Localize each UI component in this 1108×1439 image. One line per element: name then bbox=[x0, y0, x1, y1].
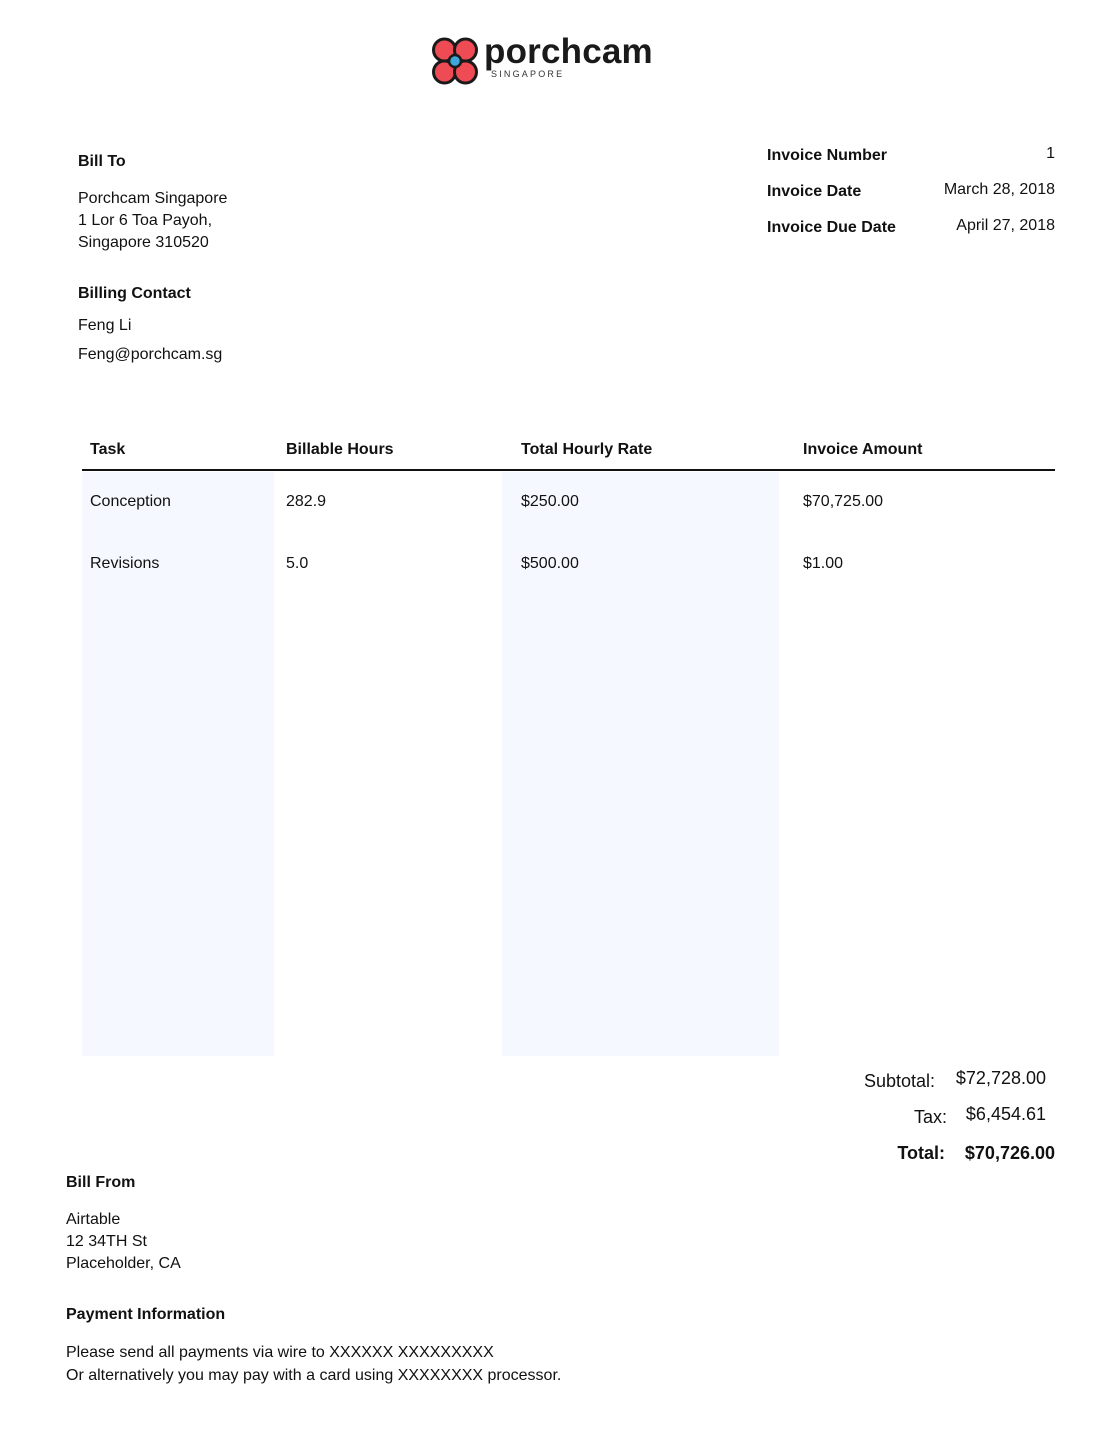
brand-name: porchcam bbox=[484, 32, 653, 71]
header-invoice-amount: Invoice Amount bbox=[803, 441, 923, 458]
payment-line: Please send all payments via wire to XXXXXX XXXXXXXXX bbox=[66, 1344, 494, 1361]
bill-from-line: Placeholder, CA bbox=[66, 1255, 181, 1272]
billing-contact-name: Feng Li bbox=[78, 317, 132, 334]
billing-contact-heading: Billing Contact bbox=[78, 285, 191, 302]
header-task: Task bbox=[90, 441, 126, 458]
flower-icon bbox=[431, 36, 479, 86]
bill-to-line: Porchcam Singapore bbox=[78, 190, 228, 207]
bill-to-heading: Bill To bbox=[78, 153, 126, 170]
invoice-number-value: 1 bbox=[1046, 145, 1055, 162]
brand-subtitle: SINGAPORE bbox=[491, 69, 565, 79]
bill-to-line: 1 Lor 6 Toa Payoh, bbox=[78, 212, 213, 229]
invoice-date-value: March 28, 2018 bbox=[943, 181, 1055, 198]
header-billable-hours: Billable Hours bbox=[286, 441, 394, 458]
subtotal-label: Subtotal: bbox=[863, 1071, 935, 1091]
bill-from-heading: Bill From bbox=[66, 1174, 136, 1191]
invoice-due-date-value: April 27, 2018 bbox=[956, 217, 1055, 234]
cell-rate: $250.00 bbox=[521, 493, 579, 510]
bill-to-line: Singapore 310520 bbox=[78, 234, 209, 251]
total-value: $70,726.00 bbox=[964, 1143, 1055, 1163]
invoice-due-date-row bbox=[767, 219, 1055, 243]
total-label: Total: bbox=[897, 1143, 945, 1163]
header-hourly-rate: Total Hourly Rate bbox=[521, 441, 653, 458]
subtotal-value: $72,728.00 bbox=[955, 1068, 1046, 1088]
header-divider bbox=[82, 469, 1055, 471]
tax-label: Tax: bbox=[913, 1107, 947, 1127]
payment-info-heading: Payment Information bbox=[66, 1306, 226, 1323]
cell-hours: 282.9 bbox=[286, 493, 327, 510]
invoice-due-date-label: Invoice Due Date bbox=[767, 219, 896, 236]
cell-task: Conception bbox=[90, 493, 171, 510]
invoice-date-row bbox=[767, 183, 1055, 207]
payment-info-text bbox=[66, 1341, 561, 1387]
payment-line: Or alternatively you may pay with a card using XXXXXXXX processor. bbox=[66, 1367, 562, 1384]
brand-logo bbox=[431, 32, 653, 88]
bill-from-line: Airtable bbox=[66, 1211, 121, 1228]
cell-hours: 5.0 bbox=[286, 555, 309, 572]
billing-contact-email[interactable]: Feng@porchcam.sg bbox=[78, 346, 223, 363]
invoice-number-label: Invoice Number bbox=[767, 147, 888, 164]
cell-rate: $500.00 bbox=[521, 555, 579, 572]
tax-value: $6,454.61 bbox=[965, 1104, 1046, 1124]
invoice-date-label: Invoice Date bbox=[767, 183, 862, 200]
bill-from-line: 12 34TH St bbox=[66, 1233, 147, 1250]
cell-amount: $1.00 bbox=[803, 555, 844, 572]
bill-from-address bbox=[66, 1209, 181, 1275]
cell-amount: $70,725.00 bbox=[803, 493, 884, 510]
cell-task: Revisions bbox=[90, 555, 160, 572]
invoice-number-row bbox=[767, 147, 1055, 171]
bill-to-address bbox=[78, 188, 227, 254]
